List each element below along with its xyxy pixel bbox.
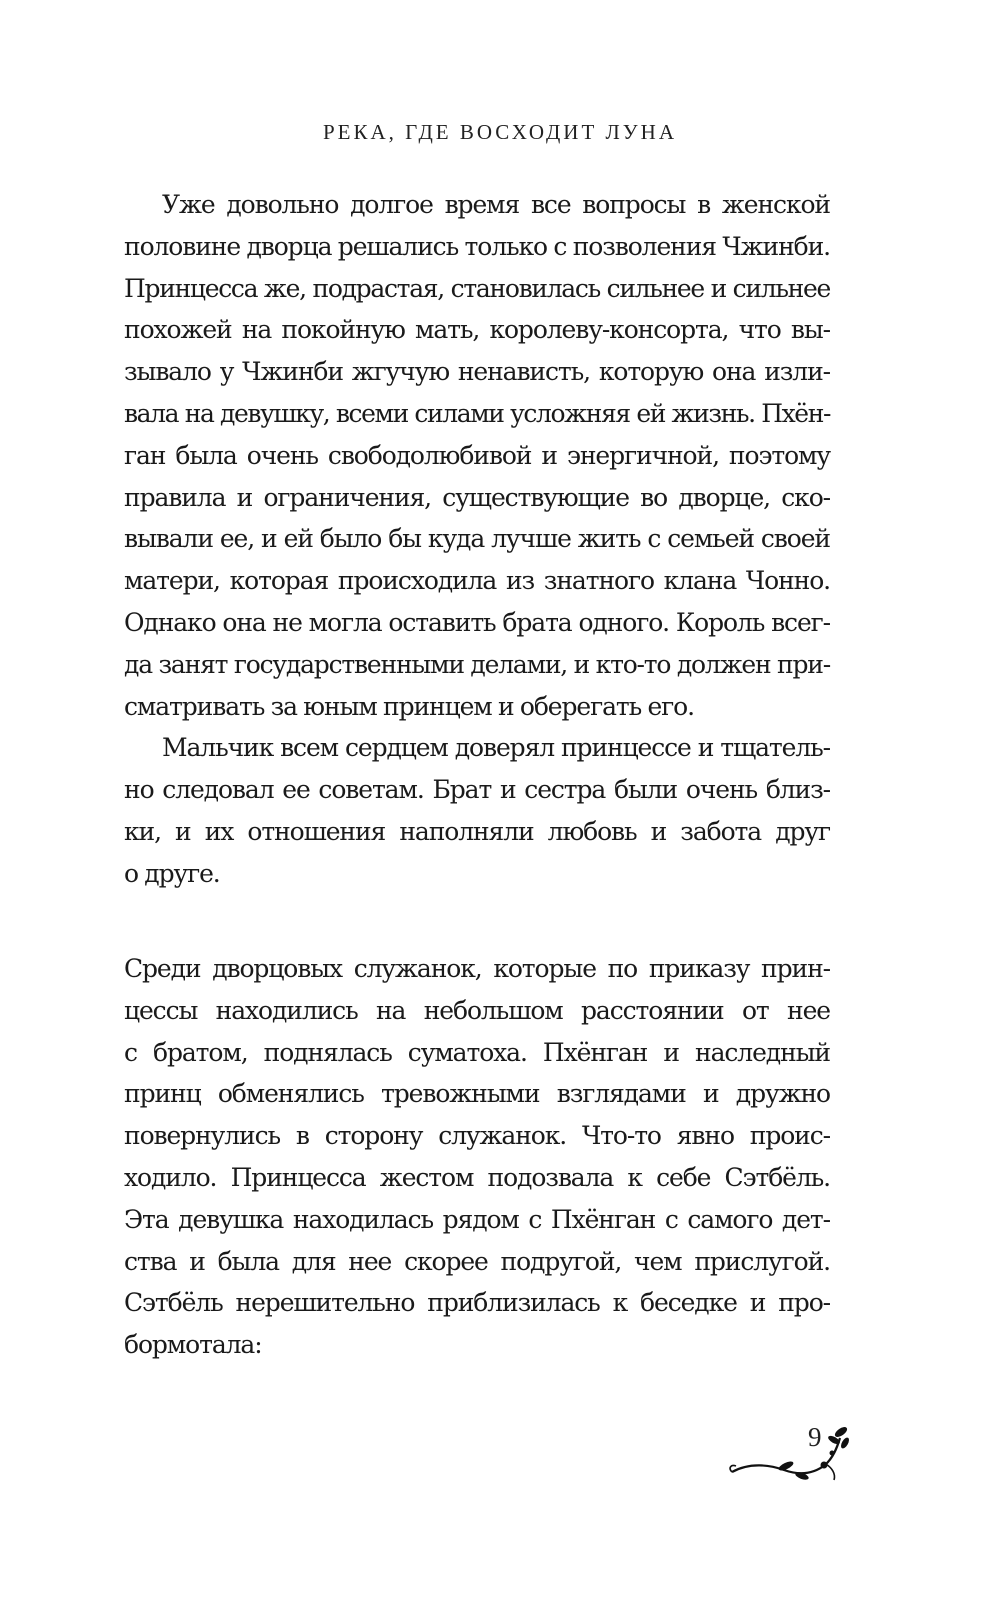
text-line: половине дворца решались только с позволения Чжинби.: [124, 231, 830, 261]
text-line: но следовал ее советам. Брат и сестра были очень близ-: [124, 775, 830, 805]
text-block-1: [124, 184, 830, 895]
text-line: о друге.: [124, 858, 220, 888]
text-line: да занят государственными делами, и кто-то должен при-: [124, 649, 830, 679]
text-line: бормотала:: [124, 1330, 262, 1360]
text-line: вывали ее, и ей было бы куда лучше жить с семьей своей: [124, 524, 830, 554]
text-line: правила и ограничения, существующие во дворце, ско-: [124, 482, 830, 512]
text-line: матери, которая происходила из знатного клана Чонно.: [124, 566, 830, 596]
text-line: Сэтбёль нерешительно приблизилась к беседке и про-: [124, 1288, 830, 1318]
text-line: ки, и их отношения наполняли любовь и забота друг: [124, 816, 830, 846]
text-line: с братом, поднялась суматоха. Пхёнган и наследный: [124, 1037, 830, 1067]
running-title: РЕКА, ГДЕ ВОСХОДИТ ЛУНА: [323, 120, 677, 144]
text-line: Мальчик всем сердцем доверял принцессе и тщатель-: [162, 733, 830, 763]
text-line: сматривать за юным принцем и оберегать его.: [124, 691, 694, 721]
text-line: Среди дворцовых служанок, которые по приказу прин-: [124, 954, 830, 983]
text-line: Уже довольно долгое время все вопросы в женской: [162, 190, 830, 219]
text-line: ходило. Принцесса жестом подозвала к себе Сэтбёль.: [124, 1162, 830, 1192]
text-line: вала на девушку, всеми силами усложняя ей жизнь. Пхён-: [124, 398, 830, 428]
text-line: зывало у Чжинби жгучую ненависть, которую она изли-: [124, 357, 830, 387]
text-line: повернулись в сторону служанок. Что-то явно проис-: [124, 1121, 830, 1151]
text-line: Эта девушка находилась рядом с Пхёнган с самого дет-: [124, 1204, 830, 1234]
page-footer: [728, 1418, 878, 1488]
text-block-2: [124, 948, 830, 1366]
paragraph-2: [124, 727, 830, 894]
paragraph-1: [124, 184, 830, 727]
text-line: цессы находились на небольшом расстоянии от нее: [124, 995, 830, 1025]
paragraph-3: [124, 948, 830, 1366]
text-line: Однако она не могла оставить брата одного. Король всег-: [124, 607, 830, 637]
text-line: принц обменялись тревожными взглядами и дружно: [124, 1079, 830, 1109]
page-number: 9: [808, 1422, 822, 1452]
text-line: Принцесса же, подрастая, становилась сильнее и сильнее: [124, 273, 830, 303]
text-line: ган была очень свободолюбивой и энергичной, поэтому: [124, 440, 830, 470]
floral-vine-ornament-icon: [728, 1418, 878, 1488]
text-line: ства и была для нее скорее подругой, чем прислугой.: [124, 1246, 830, 1276]
text-line: похожей на покойную мать, королеву-консорта, что вы-: [124, 315, 830, 345]
